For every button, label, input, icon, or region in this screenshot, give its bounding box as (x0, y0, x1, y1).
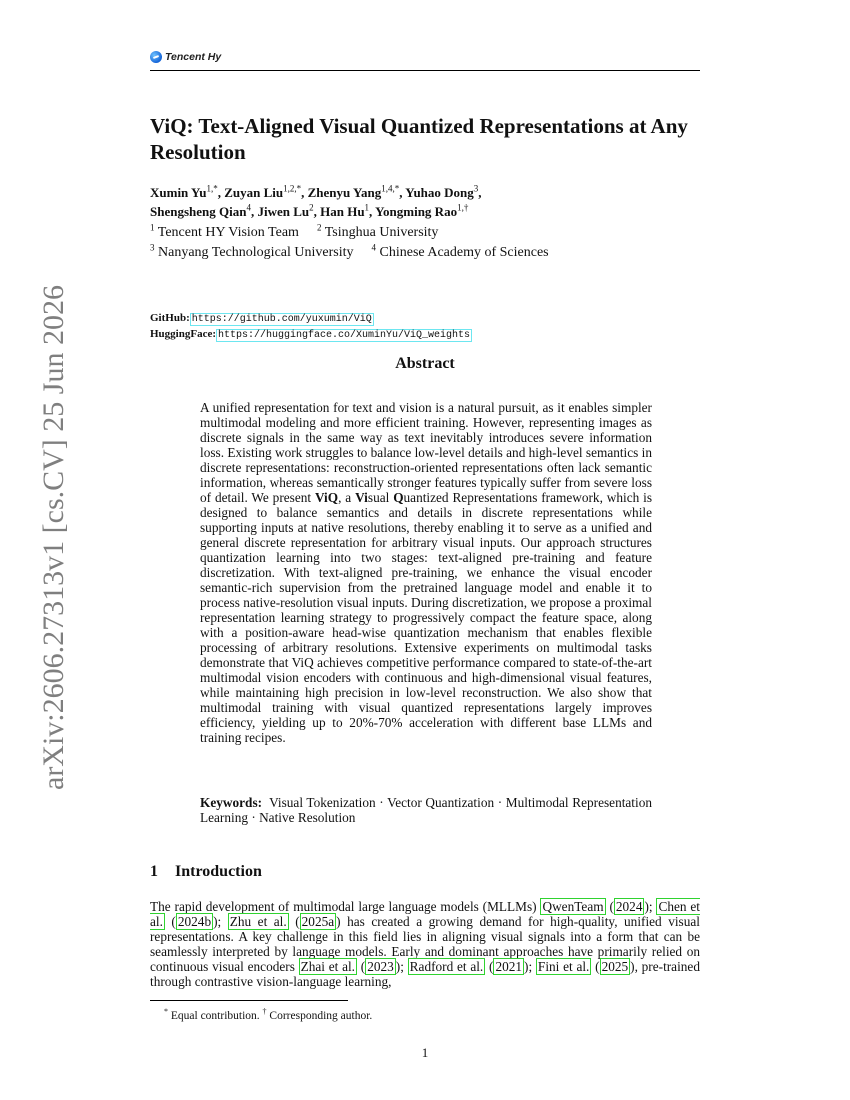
resource-links (150, 311, 472, 343)
keywords (200, 795, 652, 825)
keywords-text: Visual Tokenization · Vector Quantization · Multimodal Representation Learning · Native Resolution (200, 795, 652, 825)
citation-link[interactable]: 2024 (615, 899, 643, 914)
section-number: 1 (150, 863, 158, 880)
citation-link[interactable]: QwenTeam (542, 899, 604, 914)
paper-title: ViQ: Text-Aligned Visual Quantized Representations at Any Resolution (150, 114, 688, 164)
citation-link[interactable]: 2023 (367, 959, 394, 974)
affiliation-line-2: $^3$ Nanyang Technological University $^4$ Chinese Academy of Sciences (150, 242, 549, 260)
author: Shengsheng Qian (150, 204, 247, 219)
page-number: 1 (421, 1045, 429, 1060)
footnote: * Equal contribution. † Corresponding author. (164, 1007, 373, 1022)
affiliation: Chinese Academy of Sciences (379, 245, 549, 260)
keywords-label: Keywords: (200, 795, 263, 810)
author: Yuhao Dong (405, 185, 474, 200)
citation-link[interactable]: 2025 (601, 959, 629, 974)
author: Zhenyu Yang (307, 185, 382, 200)
huggingface-link[interactable]: https://huggingface.co/XuminYu/ViQ_weights (218, 330, 471, 341)
section-title: Introduction (175, 863, 262, 880)
github-link[interactable]: https://github.com/yuxumin/ViQ (191, 314, 372, 325)
tencent-logo-icon (150, 51, 162, 63)
citation-link[interactable]: Zhai et al. (300, 959, 356, 974)
abstract-heading: Abstract (395, 355, 455, 372)
citation-link[interactable]: 2024b (177, 914, 212, 929)
affiliation-line-1: $^1$ Tencent HY Vision Team $^2$ Tsinghua University (150, 222, 439, 240)
section-heading-introduction (150, 863, 262, 881)
author: Yongming Rao (375, 204, 458, 219)
github-line (150, 311, 472, 327)
huggingface-label: HuggingFace: (150, 328, 216, 340)
huggingface-line (150, 327, 472, 343)
citation-link[interactable]: Fini et al. (537, 959, 590, 974)
citation-link[interactable]: 2025a (301, 914, 335, 929)
logo-text: Tencent Hy (165, 51, 222, 63)
citation-link[interactable]: Chen et al. (150, 899, 700, 929)
author: Han Hu (320, 204, 365, 219)
tencent-hy-logo (150, 51, 221, 63)
affiliation: Tsinghua University (324, 225, 439, 240)
affiliation: Nanyang Technological University (158, 245, 354, 260)
citation-link[interactable]: Radford et al. (409, 959, 484, 974)
introduction-paragraph: The rapid development of multimodal large language models (MLLMs) QwenTeam ( 2024 ); Chen et al. ( 2024b ); Zhu et al. ( 2025a ) has created a growing demand for high-quality, unified visual representations. A key challenge in this field lies in aligning visual signals into a form that can be seamlessly interpreted by language models. Early and dominant approaches have primarily relied on continuous visual encoders Zhai et al. ( 2023 ); Radford et al. ( 2021 ); Fini et al. ( 2025 ), pre-trained through contrastive vision-language learning, (150, 899, 700, 989)
footnote-rule (150, 1000, 348, 1001)
author: Zuyan Liu (224, 185, 284, 200)
header-rule (150, 70, 700, 71)
author: Xumin Yu (150, 185, 207, 200)
author-list: Xumin $Yu^{1,*}$, Zuyan Liu$^{1,2,*}$, Zhenyu Yang$^{1,4,*}$, Yuhao Dong$^3$, Shengsheng Qian$^4$, Jiwen Lu$^2$, Han Hu$^1$, Yongming Rao$^{1,\dagger}$ (150, 183, 482, 219)
github-label: GitHub: (150, 312, 190, 324)
abstract-body: A unified representation for text and vision is a natural pursuit, as it enables simpler multimodal modeling and more efficient training. However, representing images as discrete signals in the same way as text inevitably introduces severe information loss. Existing work struggles to balance low-level details and high-level semantics in discrete representations: reconstruction-oriented representations often lack semantic information, whereas semantically stronger features typically suffer from severe loss of detail. We present ViQ, a Visual Quantized Representations framework, which is designed to balance semantics and details in discrete representations while supporting inputs at native resolutions, thereby enabling it to serve as a unified and general discrete representation for arbitrary visual inputs. Our approach structures quantization learning into two stages: text-aligned pre-training and feature discretization. With text-aligned pre-training, we enhance the visual encoder semantic-rich supervision from the pretrained language model and enable it to process native-resolution visual inputs. During discretization, we propose a proximal representation learning strategy to progressively compact the feature space, along with a position-aware head-wise quantization mechanism that enables flexible processing of arbitrary resolutions. Extensive experiments on multimodal tasks demonstrate that ViQ achieves competitive performance compared to state-of-the-art multimodal vision encoders with continuous and high-dimensional visual features, while maintaining high precision in low-level reconstruction. We also show that multimodal training with visual quantized representations largely improves efficiency, yielding up to 20%-70% acceleration with different base LLMs and training recipes. (200, 400, 652, 745)
affiliation: Tencent HY Vision Team (157, 225, 299, 240)
citation-link[interactable]: 2021 (495, 959, 523, 974)
author: Jiwen Lu (257, 204, 310, 219)
arxiv-identifier-sidebar[interactable]: arXiv:2606.27313v1 [cs.CV] 25 Jun 2026 (37, 285, 70, 790)
citation-link[interactable]: Zhu et al. (229, 914, 287, 929)
